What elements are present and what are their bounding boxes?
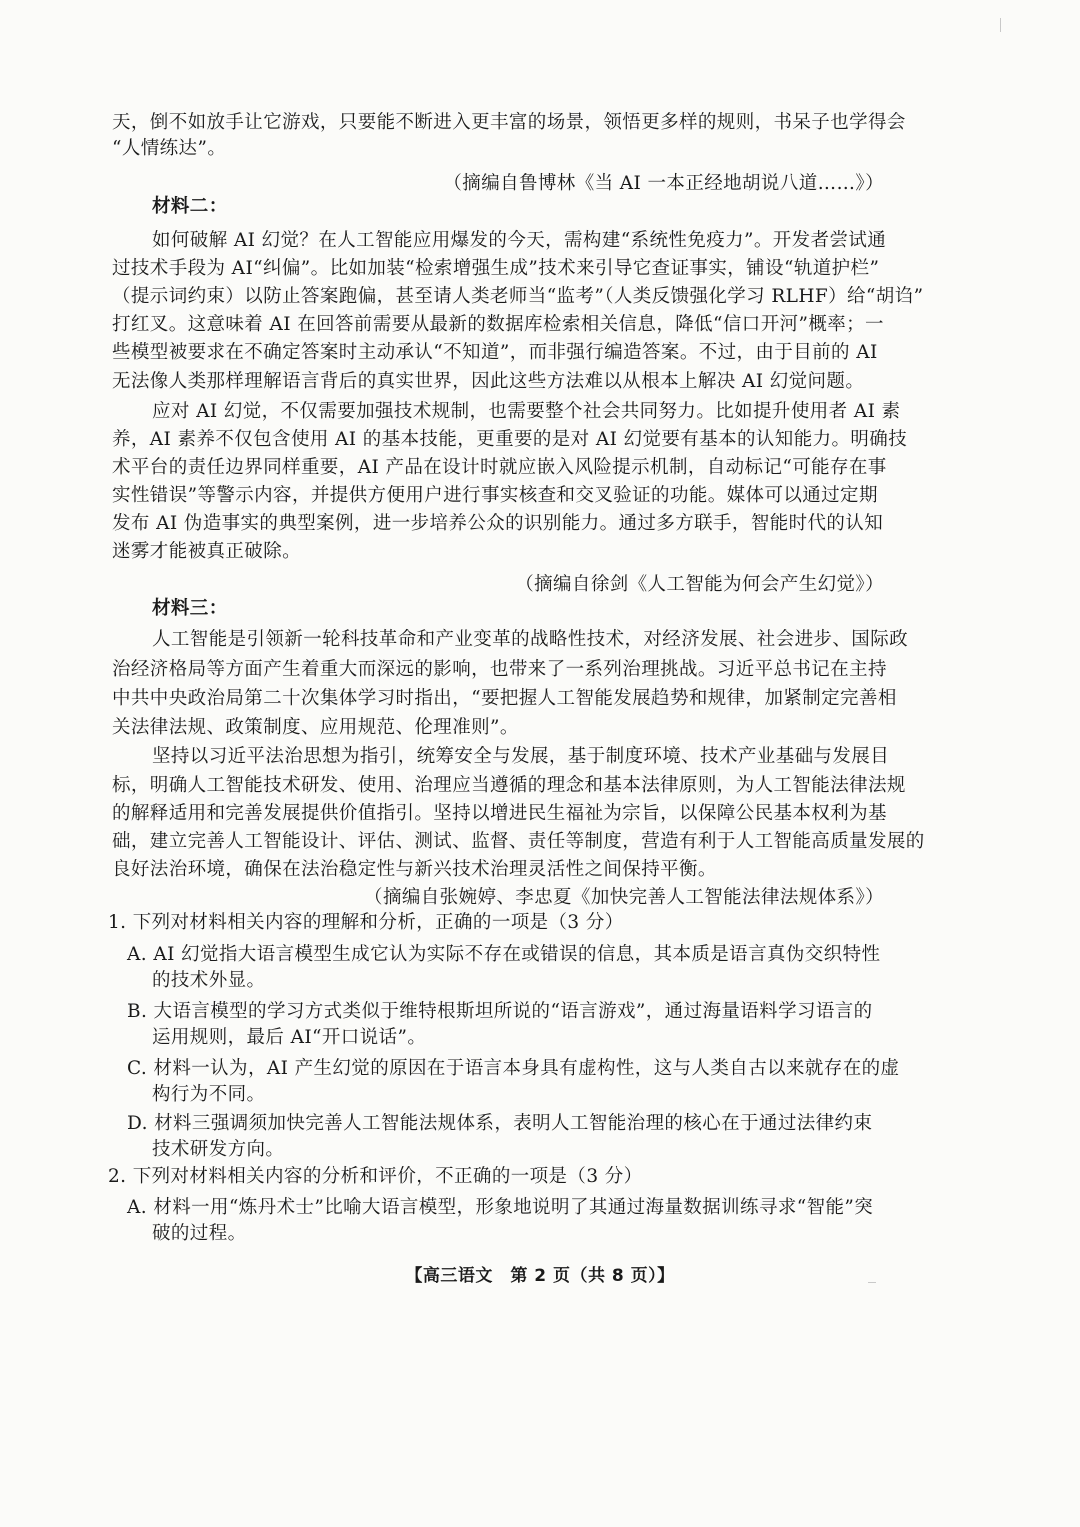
text-line: 良好法治环境，确保在法治稳定性与新兴技术治理灵活性之间保持平衡。 — [112, 859, 717, 880]
option-a: A. 材料一用“炼丹术士”比喻大语言模型，形象地说明了其通过海量数据训练寻求“智能”突 — [127, 1197, 874, 1218]
scan-artifact — [868, 1282, 876, 1283]
text-line: 标，明确人工智能技术研发、使用、治理应当遵循的理念和基本法律原则，为人工智能法律法规 — [112, 775, 906, 796]
source-citation: （摘编自鲁博林《当 AI 一本正经地胡说八道……》） — [443, 173, 884, 194]
text-line: （提示词约束）以防止答案跑偏，甚至请人类老师当“监考”（人类反馈强化学习 RLHF）给“胡诌” — [112, 286, 924, 307]
option-b-cont: 运用规则，最后 AI“开口说话”。 — [152, 1027, 427, 1048]
option-a-cont: 破的过程。 — [152, 1223, 247, 1244]
text-line: 术平台的责任边界同样重要，AI 产品在设计时就应嵌入风险提示机制，自动标记“可能存在事 — [112, 457, 887, 478]
question-stem: 1. 下列对材料相关内容的理解和分析，正确的一项是（3 分） — [108, 912, 624, 933]
text-line: “人情练达”。 — [112, 138, 227, 159]
option-b: B. 大语言模型的学习方式类似于维特根斯坦所说的“语言游戏”，通过海量语料学习语言的 — [127, 1001, 873, 1022]
source-citation: （摘编自徐剑《人工智能为何会产生幻觉》） — [515, 574, 884, 595]
scan-artifact — [1000, 18, 1001, 32]
text-line: 发布 AI 伪造事实的典型案例，进一步培养公众的识别能力。通过多方联手，智能时代的认知 — [112, 513, 884, 534]
option-a-cont: 的技术外显。 — [152, 970, 266, 991]
material-heading: 材料二： — [152, 196, 228, 217]
option-a: A. AI 幻觉指大语言模型生成它认为实际不存在或错误的信息，其本质是语言真伪交织特性 — [127, 944, 881, 965]
text-line: 实性错误”等警示内容，并提供方便用户进行事实核查和交叉验证的功能。媒体可以通过定期 — [112, 485, 878, 506]
text-line: 的解释适用和完善发展提供价值指引。坚持以增进民生福祉为宗旨，以保障公民基本权利为基 — [112, 803, 887, 824]
text-line: 过技术手段为 AI“纠偏”。比如加装“检索增强生成”技术来引导它查证事实，铺设“轨道护栏” — [112, 258, 880, 279]
text-line: 中共中央政治局第二十次集体学习时指出，“要把握人工智能发展趋势和规律，加紧制定完善相 — [112, 688, 897, 709]
text-line: 天，倒不如放手让它游戏，只要能不断进入更丰富的场景，领悟更多样的规则，书呆子也学得会 — [112, 112, 906, 133]
text-line: 治经济格局等方面产生着重大而深远的影响，也带来了一系列治理挑战。习近平总书记在主持 — [112, 659, 887, 680]
option-c-cont: 构行为不同。 — [152, 1084, 266, 1105]
text-line: 打红叉。这意味着 AI 在回答前需要从最新的数据库检索相关信息，降低“信口开河”概率；一 — [112, 314, 884, 335]
source-citation: （摘编自张婉婷、李忠夏《加快完善人工智能法律法规体系》） — [364, 887, 884, 908]
text-line: 坚持以习近平法治思想为指引，统筹安全与发展，基于制度环境、技术产业基础与发展目 — [152, 746, 890, 767]
text-line: 关法律法规、政策制度、应用规范、伦理准则”。 — [112, 717, 519, 738]
text-line: 础，建立完善人工智能设计、评估、测试、监督、责任等制度，营造有利于人工智能高质量发展的 — [112, 831, 925, 852]
option-d-cont: 技术研发方向。 — [152, 1139, 285, 1160]
text-line: 应对 AI 幻觉，不仅需要加强技术规制，也需要整个社会共同努力。比如提升使用者 AI 素 — [152, 401, 901, 422]
text-line: 无法像人类那样理解语言背后的真实世界，因此这些方法难以从根本上解决 AI 幻觉问题。 — [112, 371, 865, 392]
text-line: 如何破解 AI 幻觉？在人工智能应用爆发的今天，需构建“系统性免疫力”。开发者尝试通 — [152, 230, 887, 251]
text-line: 养，AI 素养不仅包含使用 AI 的基本技能，更重要的是对 AI 幻觉要有基本的认知能力。明确技 — [112, 429, 908, 450]
text-line: 人工智能是引领新一轮科技革命和产业变革的战略性技术，对经济发展、社会进步、国际政 — [152, 629, 909, 650]
option-c: C. 材料一认为，AI 产生幻觉的原因在于语言本身具有虚构性，这与人类自古以来就存在的虚 — [127, 1058, 900, 1079]
question-stem: 2. 下列对材料相关内容的分析和评价，不正确的一项是（3 分） — [108, 1166, 643, 1187]
text-line: 些模型被要求在不确定答案时主动承认“不知道”，而非强行编造答案。不过，由于目前的 AI — [112, 342, 878, 363]
option-d: D. 材料三强调须加快完善人工智能法规体系，表明人工智能治理的核心在于通过法律约束 — [127, 1113, 873, 1134]
page-footer: 【高三语文 第 2 页（共 8 页）】 — [405, 1266, 675, 1286]
text-line: 迷雾才能被真正破除。 — [112, 541, 302, 562]
material-heading: 材料三： — [152, 598, 228, 619]
